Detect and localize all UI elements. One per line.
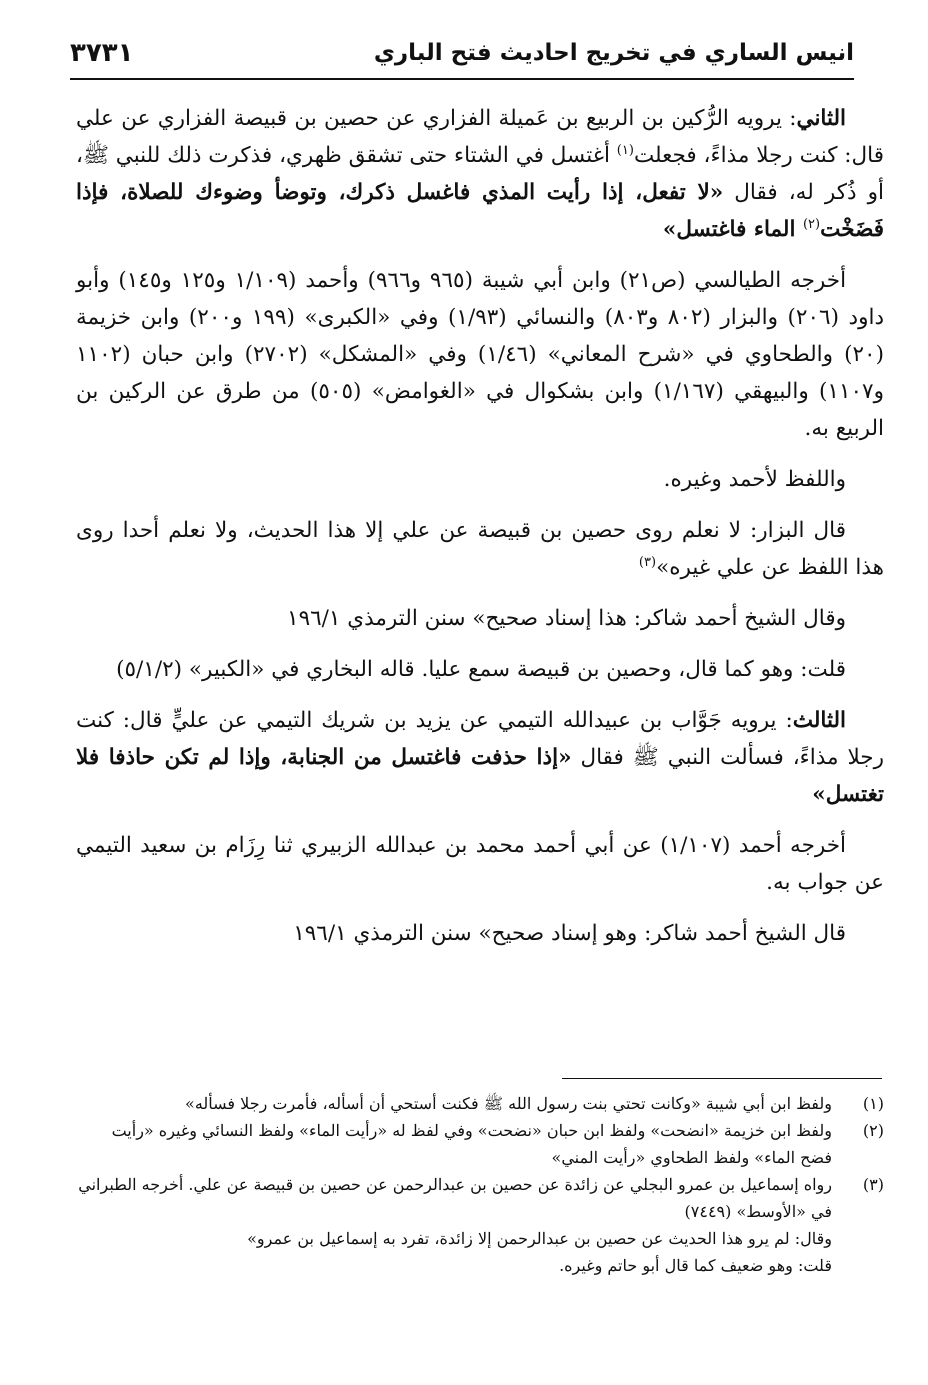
page-number: ٣٧٣١ xyxy=(70,38,134,68)
paragraph-third-narration xyxy=(76,702,884,813)
paragraph-wording: واللفظ لأحمد وغيره. xyxy=(663,467,846,492)
footnote-number: (١) xyxy=(862,1094,884,1113)
footnote-number: (٢) xyxy=(862,1121,884,1140)
footnote-ref-2[interactable]: (٢) xyxy=(802,216,821,232)
hadith-quote: «إذا حذفت فاغتسل من الجنابة، وإذا لم تكن حاذفا فلا تغتسل» xyxy=(76,745,884,807)
main-text xyxy=(76,100,884,966)
hadith-quote: «لا تفعل، إذا رأيت المذي فاغسل ذكرك، وتوضأ وضوءك للصلاة، فإذا فَضَخْت xyxy=(76,180,884,242)
paragraph-comment: قلت: وهو كما قال، وحصين بن قبيصة سمع عليا. قاله البخاري في «الكبير» (٥/١/٢) xyxy=(116,657,846,682)
footnote-separator xyxy=(562,1078,882,1079)
paragraph-takhrij-ahmad: أخرجه أحمد (١/١٠٧) عن أبي أحمد محمد بن عبدالله الزبيري ثنا رِزَام بن سعيد التيمي عن جواب به. xyxy=(76,833,884,895)
paragraph-shakir: وقال الشيخ أحمد شاكر: هذا إسناد صحيح» سنن الترمذي ١٩٦/١ xyxy=(287,606,846,631)
running-title: انيس الساري في تخريج احاديث فتح الباري xyxy=(373,40,854,66)
footnote-1 xyxy=(76,1090,884,1117)
footnote-text: قلت: وهو ضعيف كما قال أبو حاتم وغيره. xyxy=(559,1256,832,1275)
footnote-number: (٣) xyxy=(862,1175,884,1194)
footnote-text: وقال: لم يرو هذا الحديث عن حصين بن عبدالرحمن إلا زائدة، تفرد به إسماعيل بن عمرو» xyxy=(247,1229,832,1248)
footnote-3 xyxy=(76,1171,884,1279)
paragraph-text: : يرويه جَوَّاب بن عبيدالله التيمي عن يزيد بن شريك التيمي عن عليٍّ قال: كنت رجلا مذاءً، فسألت النبي ﷺ فقال xyxy=(76,708,884,770)
paragraph-second-narration xyxy=(76,100,884,248)
footnote-text: ولفظ ابن خزيمة «انضحت» ولفظ ابن حبان «نضحت» وفي لفظ له «رأيت الماء» ولفظ النسائي وغيره «رأيت فضح الماء» ولفظ الطحاوي «رأيت المني» xyxy=(111,1121,832,1167)
paragraph-text: : يرويه الرُّكين بن الربيع بن عَميلة الفزاري عن حصين بن قبيصة الفزاري عن علي قال: كنت رجلا مذاءً، فجعلت xyxy=(76,106,884,168)
paragraph-text: قال البزار: لا نعلم روى حصين بن قبيصة عن علي إلا هذا الحديث، ولا نعلم أحدا روى هذا اللفظ عن علي غيره» xyxy=(76,518,884,580)
paragraph-takhrij: أخرجه الطيالسي (ص٢١) وابن أبي شيبة (٩٦٥ و٩٦٦) وأحمد (١/١٠٩ و١٢٥ و١٤٥) وأبو داود (٢٠٦) والبزار (٨٠٢ و٨٠٣) والنسائي (١/٩٣) وفي «الكبرى» (١٩٩ و٢٠٠) وابن خزيمة (٢٠) والطحاوي في «شرح المعاني» (١/٤٦) وفي «المشكل» (٢٧٠٢) وابن حبان (١١٠٢ و١١٠٧) والبيهقي (١/١٦٧) وابن بشكوال في «الغوامض» (٥٠٥) من طرق عن الركين بن الربيع به. xyxy=(76,268,885,441)
section-label-third: الثالث xyxy=(792,708,846,733)
footnote-ref-1[interactable]: (١) xyxy=(616,142,634,158)
hadith-quote: الماء فاغتسل» xyxy=(662,217,803,242)
footnotes xyxy=(76,1090,884,1279)
footnote-text: ولفظ ابن أبي شيبة «وكانت تحتي بنت رسول الله ﷺ فكنت أستحي أن أسأله، فأمرت رجلا فسأله» xyxy=(185,1094,832,1113)
footnote-2 xyxy=(76,1117,884,1171)
page-header xyxy=(70,38,854,80)
paragraph-shakir-2: قال الشيخ أحمد شاكر: وهو إسناد صحيح» سنن الترمذي ١٩٦/١ xyxy=(293,921,846,946)
footnote-ref-3[interactable]: (٣) xyxy=(638,554,657,570)
footnote-text: رواه إسماعيل بن عمرو البجلي عن زائدة عن حصين بن عبدالرحمن عن حصين بن قبيصة عن علي. أخرجه الطبراني في «الأوسط» (٧٤٤٩) xyxy=(78,1175,832,1221)
paragraph-bazzar xyxy=(76,512,884,586)
paragraph-text: أغتسل في الشتاء حتى تشقق ظهري، فذكرت ذلك للنبي ﷺ، أو ذُكر له، فقال xyxy=(76,143,884,205)
section-label-second: الثاني xyxy=(796,106,846,131)
